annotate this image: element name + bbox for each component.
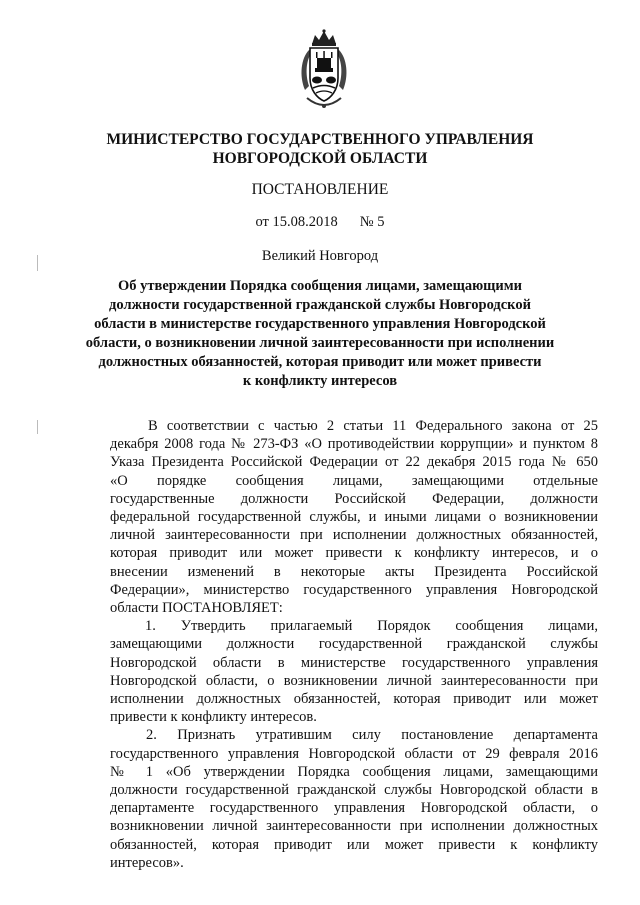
body-line: Новгородской области, о возникновении личной заинтересованности при (110, 672, 598, 689)
body-line: № 1 «Об утверждении Порядка сообщения лицами, замещающими (110, 763, 598, 780)
title-line: Об утверждении Порядка сообщения лицами, замещающими (117, 278, 523, 294)
document-city: Великий Новгород (261, 248, 379, 264)
body-line: 2. Признать утратившим силу постановление департамента (146, 727, 598, 744)
body-line: внесении изменений в некоторые акты Президента Российской (110, 563, 598, 580)
body-line: департаменте государственного управления Новгородской области, о (110, 800, 598, 817)
body-line: В соответствии с частью 2 статьи 11 Федерального закона от 25 (148, 418, 598, 434)
body-line: Новгородской области в министерстве государственного управления (110, 654, 598, 671)
body-line: государственного управления Новгородской области от 29 февраля 2016 (110, 745, 598, 762)
body-line: интересов». (110, 854, 184, 871)
body-line: которая приводит или может привести к конфликту интересов, и о (110, 545, 598, 562)
body-line: обязанностей, которая приводит или может привести к конфликту (110, 836, 598, 853)
body-line: привести к конфликту интересов. (110, 709, 317, 726)
document-title (0, 277, 640, 391)
ministry-name (0, 130, 640, 168)
item-1-paragraph (110, 617, 598, 726)
ministry-name-line: НОВГОРОДСКОЙ ОБЛАСТИ (212, 150, 428, 167)
body-line: Указа Президента Российской Федерации от 22 декабря 2015 года № 650 (110, 454, 598, 471)
body-line: федеральной государственной службы, и иными лицами о возникновении (110, 509, 598, 526)
body-line: исполнении должностных обязанностей, которая приводит или может (110, 691, 598, 708)
preamble-paragraph (110, 417, 598, 617)
title-line: должностных обязанностей, которая приводит или может привести (98, 354, 542, 370)
title-line: области, о возникновении личной заинтересованности при исполнении (85, 335, 555, 351)
document-date-number (0, 214, 640, 231)
title-line: должности государственной гражданской службы Новгородской (109, 297, 531, 313)
document-number: № 5 (359, 214, 385, 230)
item-2-paragraph (110, 726, 598, 872)
title-line: области в министерстве государственного управления Новгородской (94, 316, 546, 332)
body-line: должности государственной гражданской службы Новгородской области в (110, 782, 598, 799)
body-line: «О порядке сообщения лицами, замещающими отдельные (110, 472, 598, 489)
body-line: возникновении личной заинтересованности при исполнении должностных (110, 818, 598, 835)
document-date: от 15.08.2018 (255, 214, 338, 230)
body-line: личной заинтересованности при исполнении должностных обязанностей, (110, 527, 598, 544)
body-line: государственные должности Российской Федерации, должности (110, 490, 598, 507)
body-line: декабря 2008 года № 273-ФЗ «О противодействии коррупции» и пунктом 8 (110, 436, 598, 453)
body-line: области ПОСТАНОВЛЯЕТ: (110, 600, 283, 617)
title-line: к конфликту интересов (242, 373, 398, 389)
ministry-name-line: МИНИСТЕРСТВО ГОСУДАРСТВЕННОГО УПРАВЛЕНИЯ (106, 131, 534, 148)
body-line: 1. Утвердить прилагаемый Порядок сообщения лицами, (145, 618, 598, 635)
document-type: ПОСТАНОВЛЕНИЕ (251, 181, 389, 198)
novgorod-coat-of-arms-icon (295, 28, 353, 112)
body-line: замещающими должности государственной гражданской службы (110, 636, 598, 653)
body-line: Федерации», министерство государственного управления Новгородской (110, 581, 598, 598)
document-body (110, 417, 598, 872)
